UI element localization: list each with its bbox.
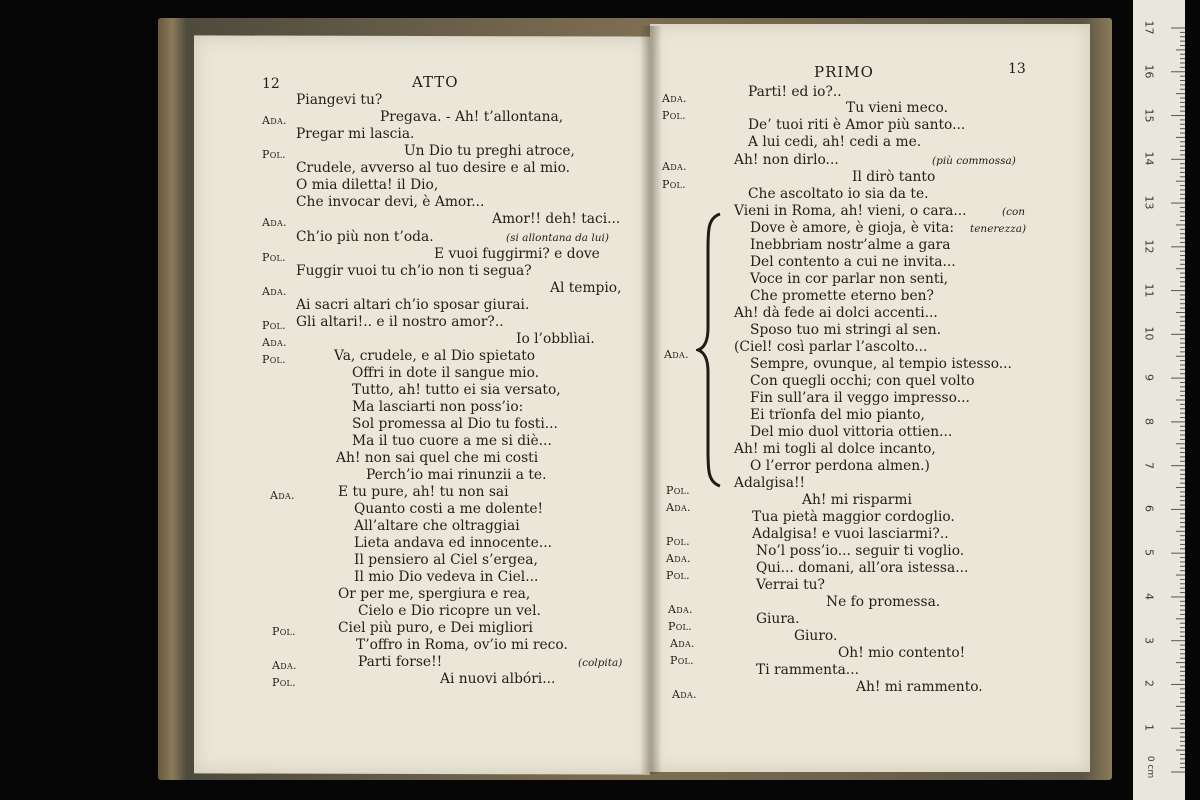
- right-page-header: PRIMO: [814, 63, 874, 81]
- right-speaker-24: Ada.: [666, 501, 691, 514]
- right-line-14: Sposo tuo mi stringi al sen.: [750, 322, 942, 338]
- right-speaker-30: Ada.: [668, 603, 693, 616]
- curly-brace-icon: [696, 210, 726, 490]
- left-page-header: ATTO: [412, 73, 459, 91]
- right-line-13: Ah! dà fede ai dolci accenti...: [734, 305, 938, 321]
- ruler-number: 15: [1142, 108, 1156, 123]
- left-line-3: Un Dio tu preghi atroce,: [404, 143, 575, 159]
- left-line-33: Parti forse!!: [358, 654, 443, 670]
- right-line-18: Fin sull’ara il veggo impresso...: [750, 390, 970, 406]
- right-line-6: Che ascoltato io sia da te.: [748, 186, 929, 202]
- left-speaker-3: Pol.: [262, 148, 286, 161]
- right-line-15: (Ciel! così parlar l’ascolto...: [734, 339, 928, 355]
- left-line-26: Lieta andava ed innocente...: [354, 535, 552, 551]
- right-line-23: Adalgisa!!: [734, 475, 806, 491]
- right-speaker-32: Ada.: [670, 637, 695, 650]
- left-line-6: Che invocar devi, è Amor...: [296, 194, 485, 210]
- right-speaker-5: Pol.: [662, 178, 686, 191]
- right-line-29: Verrai tu?: [756, 577, 825, 593]
- left-speaker-11: Ada.: [262, 285, 287, 298]
- right-line-16: Sempre, ovunque, al tempio istesso...: [750, 356, 1012, 372]
- left-line-0: Piangevi tu?: [296, 92, 383, 108]
- ruler-number: 1: [1142, 724, 1156, 732]
- left-stage-8: (si allontana da lui): [506, 232, 609, 244]
- left-line-12: Ai sacri altari ch’io sposar giurai.: [296, 297, 530, 313]
- left-speaker-31: Pol.: [272, 625, 296, 638]
- left-line-9: E vuoi fuggirmi? e dove: [434, 246, 600, 262]
- left-line-5: O mia diletta! il Dio,: [296, 177, 439, 193]
- ruler-number: 5: [1142, 549, 1156, 557]
- left-line-31: Ciel più puro, e Dei migliori: [338, 620, 533, 636]
- right-page-number: 13: [1008, 61, 1026, 77]
- left-line-14: Io l’obblìai.: [516, 331, 595, 347]
- right-stage-4: (più commossa): [932, 155, 1016, 167]
- measuring-ruler: [1133, 0, 1185, 800]
- left-stage-33: (colpita): [578, 657, 623, 669]
- right-line-0: Parti! ed io?..: [748, 84, 842, 100]
- right-line-19: Ei trïonfa del mio pianto,: [750, 407, 925, 423]
- ruler-number: 2: [1142, 680, 1156, 688]
- left-line-32: T’offro in Roma, ov’io mi reco.: [356, 637, 568, 653]
- ruler-number: 10: [1142, 326, 1156, 341]
- left-page-number: 12: [262, 76, 280, 92]
- left-line-1: Pregava. - Ah! t’allontana,: [380, 109, 564, 125]
- right-line-25: Tua pietà maggior cordoglio.: [752, 509, 955, 525]
- left-line-10: Fuggir vuoi tu ch’io non ti segua?: [296, 263, 532, 279]
- right-line-35: Ah! mi rammento.: [856, 679, 983, 695]
- right-speaker-0: Ada.: [662, 92, 687, 105]
- left-line-21: Ah! non sai quel che mi costi: [336, 450, 539, 466]
- ruler-number: 12: [1142, 239, 1156, 254]
- right-speaker-23: Pol.: [666, 484, 690, 497]
- left-line-7: Amor!! deh! taci...: [492, 211, 621, 227]
- ruler-unit-label: 0 cm: [1145, 755, 1156, 779]
- ruler-number: 6: [1142, 505, 1156, 513]
- left-speaker-15: Pol.: [262, 353, 286, 366]
- right-line-30: Ne fo promessa.: [826, 594, 941, 610]
- right-line-2: De’ tuoi riti è Amor più santo...: [748, 117, 966, 133]
- right-speaker-4: Ada.: [662, 160, 687, 173]
- right-speaker-15: Ada.: [664, 348, 689, 361]
- right-line-28: Qui... domani, all’ora istessa...: [756, 560, 969, 576]
- book-gutter: [640, 26, 662, 774]
- right-speaker-26: Pol.: [666, 535, 690, 548]
- left-line-27: Il pensiero al Ciel s’ergea,: [354, 552, 538, 568]
- right-speaker-1: Pol.: [662, 109, 686, 122]
- left-speaker-14: Ada.: [262, 336, 287, 349]
- right-line-7: Vieni in Roma, ah! vieni, o cara...: [734, 203, 967, 219]
- right-speaker-31: Pol.: [668, 620, 692, 633]
- left-line-18: Ma lasciarti non poss’io:: [352, 399, 524, 415]
- right-speaker-35: Ada.: [672, 688, 697, 701]
- right-line-32: Giuro.: [794, 628, 838, 644]
- right-line-33: Oh! mio contento!: [838, 645, 966, 661]
- right-line-31: Giura.: [756, 611, 800, 627]
- left-line-4: Crudele, avverso al tuo desire e al mio.: [296, 160, 571, 176]
- left-line-30: Cielo e Dio ricopre un vel.: [358, 603, 541, 619]
- right-stage-8: tenerezza): [970, 223, 1027, 235]
- left-line-17: Tutto, ah! tutto ei sia versato,: [352, 382, 561, 398]
- right-line-4: Ah! non dirlo...: [734, 152, 839, 168]
- ruler-number: 3: [1142, 636, 1156, 644]
- ruler-number: 9: [1142, 374, 1156, 382]
- left-line-8: Ch’io più non t’oda.: [296, 229, 434, 245]
- left-line-2: Pregar mi lascia.: [296, 126, 415, 142]
- left-speaker-1: Ada.: [262, 114, 287, 127]
- left-line-15: Va, crudele, e al Dio spietato: [334, 348, 536, 364]
- right-line-1: Tu vieni meco.: [846, 100, 948, 116]
- right-line-27: No’l poss’io... seguir ti voglio.: [756, 543, 965, 559]
- right-line-22: O l’error perdona almen.): [750, 458, 930, 474]
- right-speaker-27: Ada.: [666, 552, 691, 565]
- right-line-21: Ah! mi togli al dolce incanto,: [734, 441, 936, 457]
- right-stage-7: (con: [1002, 206, 1026, 218]
- left-line-24: Quanto costi a me dolente!: [354, 501, 544, 517]
- right-line-5: Il dirò tanto: [852, 169, 936, 185]
- left-speaker-23: Ada.: [270, 489, 295, 502]
- right-line-34: Ti rammenta...: [756, 662, 859, 678]
- right-line-3: A lui cedi, ah! cedi a me.: [748, 134, 922, 150]
- right-line-12: Che promette eterno ben?: [750, 288, 934, 304]
- right-line-26: Adalgisa! e vuoi lasciarmi?..: [752, 526, 949, 542]
- left-line-22: Perch’io mai rinunzii a te.: [366, 467, 547, 483]
- left-line-19: Sol promessa al Dio tu fosti...: [352, 416, 558, 432]
- ruler-number: 13: [1142, 195, 1156, 210]
- left-line-16: Offri in dote il sangue mio.: [352, 365, 540, 381]
- ruler-number: 4: [1142, 592, 1156, 600]
- left-line-34: Ai nuovi albóri...: [440, 671, 556, 687]
- ruler-number: 17: [1142, 20, 1156, 35]
- left-speaker-33: Ada.: [272, 659, 297, 672]
- ruler-number: 8: [1142, 417, 1156, 425]
- left-line-28: Il mio Dio vedeva in Ciel...: [354, 569, 539, 585]
- left-line-23: E tu pure, ah! tu non sai: [338, 484, 509, 500]
- right-line-24: Ah! mi risparmi: [802, 492, 912, 508]
- left-speaker-34: Pol.: [272, 676, 296, 689]
- left-line-11: Al tempio,: [550, 280, 622, 296]
- right-line-11: Voce in cor parlar non senti,: [750, 271, 949, 287]
- left-speaker-13: Pol.: [262, 319, 286, 332]
- ruler-number: 7: [1142, 461, 1156, 469]
- ruler-number: 16: [1142, 64, 1156, 79]
- ruler-number: 14: [1142, 151, 1156, 166]
- ruler-number: 11: [1142, 283, 1156, 298]
- right-speaker-28: Pol.: [666, 569, 690, 582]
- left-line-29: Or per me, spergiura e rea,: [338, 586, 531, 602]
- right-line-9: Inebbriam nostr’alme a gara: [750, 237, 951, 253]
- right-speaker-33: Pol.: [670, 654, 694, 667]
- right-line-17: Con quegli occhi; con quel volto: [750, 373, 975, 389]
- left-speaker-9: Pol.: [262, 251, 286, 264]
- left-line-13: Gli altari!.. e il nostro amor?..: [296, 314, 504, 330]
- left-line-20: Ma il tuo cuore a me si diè...: [352, 433, 552, 449]
- right-line-20: Del mio duol vittoria ottien...: [750, 424, 953, 440]
- right-line-8: Dove è amore, è gioja, è vita:: [750, 220, 954, 236]
- left-speaker-7: Ada.: [262, 216, 287, 229]
- right-line-10: Del contento a cui ne invita...: [750, 254, 956, 270]
- left-line-25: All’altare che oltraggiai: [354, 518, 520, 534]
